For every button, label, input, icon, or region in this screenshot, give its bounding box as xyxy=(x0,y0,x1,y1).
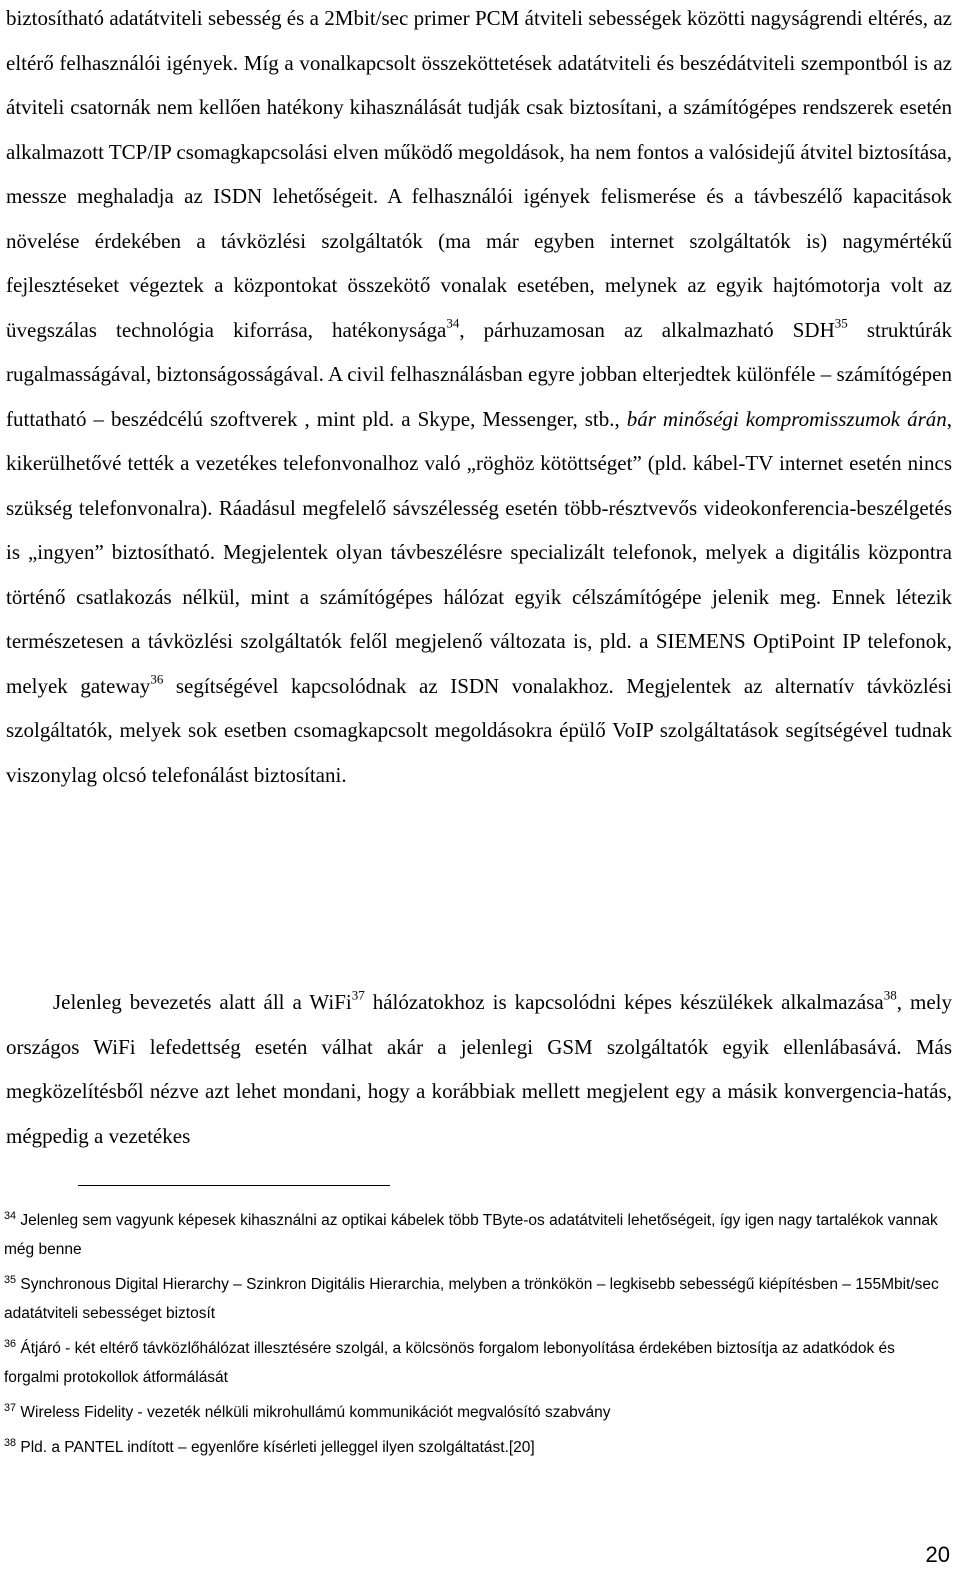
footnote-number: 36 xyxy=(4,1338,17,1351)
footnote xyxy=(4,1206,954,1264)
footnote-number: 35 xyxy=(4,1274,17,1287)
footnote-number: 37 xyxy=(4,1402,17,1415)
paragraph-text: , kikerülhetővé tették a vezetékes telefonvonalhoz való „röghöz kötöttséget” (pld. kábel-TV internet esetén nincs szükség telefonvonalra). Ráadásul megfelelő sávszélesség esetén több-résztvevős videokonferencia-beszélgetés is „ingyen” biztosítható. Megjelentek olyan távbeszélésre specializált telefonok, melyek a digitális központra történő csatlakozás nélkül, mint a számítógépes hálózat egyik célszámítógépe jelenik meg. Ennek létezik természetesen a távközlési szolgáltatók felől megjelenő változata is, pld. a SIEMENS OptiPoint IP telefonok, melyek gateway xyxy=(6,406,953,698)
italic-phrase: bár minőségi kompromisszumok árán xyxy=(626,406,947,431)
footnote xyxy=(4,1270,954,1328)
paragraph-text: biztosítható adatátviteli sebesség és a 2Mbit/sec primer PCM átviteli sebességek közötti nagyságrendi eltérés, az eltérő felhasználói igények. Míg a vonalkapcsolt összeköttetések adatátviteli és beszédátviteli szempontból is az átviteli csatornák nem kellően hatékony kihasználását tudják csak biztosítani, a számítógépes rendszerek esetén alkalmazott TCP/IP csomagkapcsolási elven működő megoldások, ha nem fontos a valósidejű átvitel biztosítása, messze meghaladja az ISDN lehetőségeit. A felhasználói igények felismerése és a távbeszélő kapacitások növelése érdekében a távközlési szolgáltatók (ma már egyben internet szolgáltatók is) nagymértékű fejlesztéseket végeztek a központokat összekötő vonalak esetében, melynek az egyik hajtómotorja volt az üvegszálas technológia kiforrása, hatékonysága xyxy=(6,6,952,342)
footnote xyxy=(4,1398,954,1427)
footnote-text: Pld. a PANTEL indított – egyenlőre kísérleti jelleggel ilyen szolgáltatást.[20] xyxy=(16,1439,535,1456)
footnote-ref: 36 xyxy=(150,670,164,686)
footnote-ref: 37 xyxy=(351,987,365,1003)
footnote-ref: 34 xyxy=(446,314,460,330)
footnote xyxy=(4,1433,954,1462)
paragraph-text: segítségével kapcsolódnak az ISDN vonalakhoz. Megjelentek az alternatív távközlési szolgáltatók, melyek sok esetben csomagkapcsolt megoldásokra épülő VoIP szolgáltatások segítségével tudnak viszonylag olcsó telefonálást biztosítani. xyxy=(6,673,952,787)
body-paragraph xyxy=(6,0,952,797)
footnote-ref: 38 xyxy=(883,987,897,1003)
footnote-number: 34 xyxy=(4,1210,17,1223)
paragraph-text: , párhuzamosan az alkalmazható SDH xyxy=(459,317,835,342)
paragraph-text: Jelenleg bevezetés alatt áll a WiFi xyxy=(53,990,352,1014)
page-number: 20 xyxy=(925,1542,950,1567)
footnote-text: Átjáró - két eltérő távközlőhálózat illesztésére szolgál, a kölcsönös forgalom lebonyolítása érdekében biztosítja az adatkódok és forgalmi protokollok átformálását xyxy=(4,1340,895,1386)
footnote xyxy=(4,1334,954,1392)
footnote-ref: 35 xyxy=(834,314,848,330)
body-paragraph xyxy=(6,980,952,1158)
footnote-separator xyxy=(78,1185,390,1186)
paragraph-text: struktúrák rugalmasságával, biztonságosságával. A civil felhasználásban egyre jobban elterjedtek különféle – számítógépen futtatható – beszédcélú szoftverek , mint pld. a Skype, Messenger, stb., xyxy=(6,317,952,431)
footnote-text: Wireless Fidelity - vezeték nélküli mikrohullámú kommunikációt megvalósító szabvány xyxy=(16,1404,611,1421)
footnote-text: Synchronous Digital Hierarchy – Szinkron Digitális Hierarchia, melyben a trönkökön – legkisebb sebességű kiépítésben – 155Mbit/sec adatátviteli sebességet biztosít xyxy=(4,1276,939,1322)
paragraph-text: , mely országos WiFi lefedettség esetén válhat akár a jelenlegi GSM szolgáltatók egyik ellenlábasává. Más megközelítésből nézve azt lehet mondani, hogy a korábbiak mellett megjelent egy a másik konvergencia-hatás, mégpedig a vezetékes xyxy=(6,990,952,1148)
footnote-text: Jelenleg sem vagyunk képesek kihasználni az optikai kábelek több TByte-os adatátviteli lehetőségeit, így igen nagy tartalékok vannak még benne xyxy=(4,1212,938,1258)
footnote-number: 38 xyxy=(4,1437,17,1450)
footnotes xyxy=(4,1206,954,1468)
paragraph-text: hálózatokhoz is kapcsolódni képes készülékek alkalmazása xyxy=(364,990,884,1014)
